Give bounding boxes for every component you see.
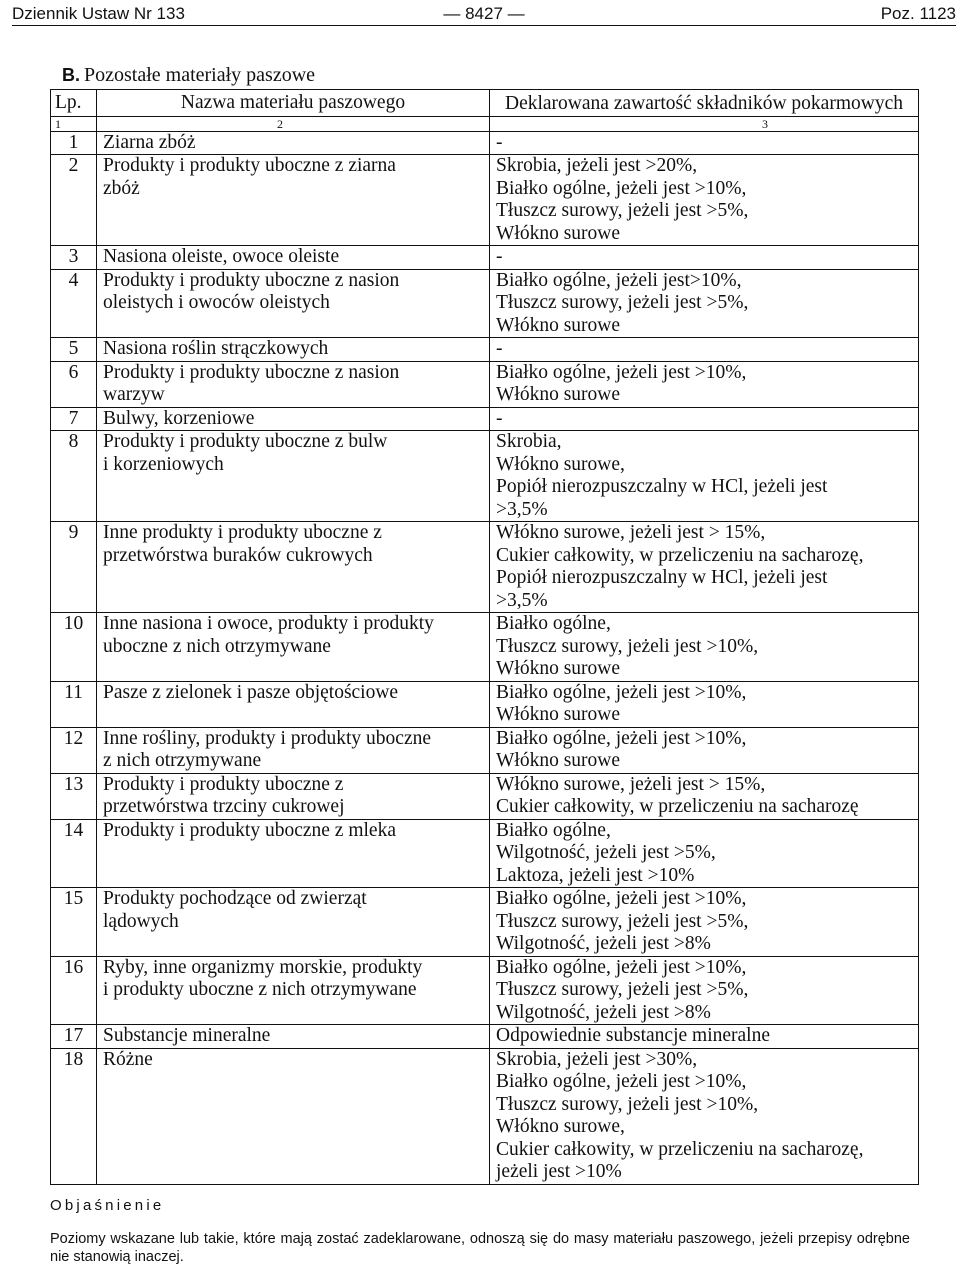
declared-content-line: Wilgotność, jeżeli jest >8% <box>496 1001 711 1023</box>
declared-content-line: Skrobia, jeżeli jest >30%, <box>496 1048 698 1070</box>
material-name <box>97 613 490 682</box>
declared-content-line: Włókno surowe <box>496 658 621 679</box>
row-number: 8 <box>51 431 97 522</box>
material-name-line: uboczne z nich otrzymywane <box>103 635 331 657</box>
declared-content-line: Tłuszcz surowy, jeżeli jest >5%, <box>496 200 749 221</box>
table-row <box>51 613 919 682</box>
header-lp: Lp. <box>51 90 97 117</box>
row-number: 14 <box>51 819 97 888</box>
declared-content <box>490 407 919 431</box>
material-name-line: i produkty uboczne z nich otrzymywane <box>103 979 417 1000</box>
declared-content-line: Białko ogólne, <box>496 613 611 634</box>
declared-content-line: >3,5% <box>496 498 548 520</box>
row-number: 18 <box>51 1048 97 1184</box>
table-row <box>51 956 919 1025</box>
declared-content <box>490 361 919 407</box>
material-name <box>97 956 490 1025</box>
declared-content-line: Włókno surowe, jeżeli jest > 15%, <box>496 522 766 543</box>
declared-content-line: Tłuszcz surowy, jeżeli jest >5%, <box>496 910 749 932</box>
declared-content-line: - <box>496 131 503 153</box>
declared-content <box>490 246 919 270</box>
material-name <box>97 155 490 246</box>
declared-content <box>490 727 919 773</box>
table-row <box>51 522 919 613</box>
declared-content <box>490 338 919 362</box>
material-name-line: lądowych <box>103 910 179 932</box>
section-heading <box>62 63 315 87</box>
material-name-line: zbóż <box>103 177 140 199</box>
declared-content-line: Włókno surowe, <box>496 1116 625 1137</box>
declared-content <box>490 819 919 888</box>
declared-content <box>490 155 919 246</box>
material-name-line: i korzeniowych <box>103 453 224 475</box>
material-name <box>97 269 490 338</box>
table-row <box>51 269 919 338</box>
material-name <box>97 1048 490 1184</box>
declared-content-line: >3,5% <box>496 589 548 611</box>
table-body <box>51 131 919 1184</box>
declared-content-line: Tłuszcz surowy, jeżeli jest >10%, <box>496 635 759 657</box>
row-number: 4 <box>51 269 97 338</box>
row-number: 16 <box>51 956 97 1025</box>
declared-content-line: Tłuszcz surowy, jeżeli jest >10%, <box>496 1093 759 1115</box>
table-row <box>51 727 919 773</box>
row-number: 10 <box>51 613 97 682</box>
table-row <box>51 361 919 407</box>
declared-content-line: Białko ogólne, jeżeli jest >10%, <box>496 727 747 749</box>
material-name-line: Produkty i produkty uboczne z bulw <box>103 431 388 452</box>
row-number: 1 <box>51 131 97 155</box>
table-row <box>51 681 919 727</box>
declared-content-line: - <box>496 246 503 267</box>
material-name <box>97 131 490 155</box>
declared-content <box>490 888 919 957</box>
material-name-line: Substancje mineralne <box>103 1025 271 1046</box>
declared-content-line: Tłuszcz surowy, jeżeli jest >5%, <box>496 292 749 313</box>
declared-content-line: Włókno surowe <box>496 384 621 405</box>
material-name-line: Inne rośliny, produkty i produkty uboczne <box>103 727 432 749</box>
material-name <box>97 431 490 522</box>
material-name <box>97 361 490 407</box>
material-name-line: Produkty i produkty uboczne z nasion <box>103 361 400 383</box>
row-number: 15 <box>51 888 97 957</box>
declared-content-line: Odpowiednie substancje mineralne <box>496 1025 770 1046</box>
row-number: 5 <box>51 338 97 362</box>
material-name-line: Produkty i produkty uboczne z nasion <box>103 269 400 291</box>
declared-content-line: Białko ogólne, jeżeli jest >10%, <box>496 177 747 199</box>
declared-content-line: Skrobia, <box>496 431 562 452</box>
material-name-line: Ziarna zbóż <box>103 131 196 153</box>
declared-content <box>490 522 919 613</box>
declared-content <box>490 269 919 338</box>
material-name <box>97 522 490 613</box>
material-name <box>97 773 490 819</box>
declared-content-line: Cukier całkowity, w przeliczeniu na sacharozę <box>496 796 859 817</box>
material-name-line: Produkty i produkty uboczne z mleka <box>103 819 396 841</box>
material-name-line: Pasze z zielonek i pasze objętościowe <box>103 681 399 703</box>
table-row <box>51 888 919 957</box>
row-number: 13 <box>51 773 97 819</box>
declared-content <box>490 773 919 819</box>
running-header <box>12 4 956 26</box>
material-name <box>97 407 490 431</box>
declared-content-line: Włókno surowe <box>496 222 621 244</box>
column-number-2: 2 <box>97 116 490 131</box>
declared-content-line: - <box>496 407 503 429</box>
material-name-line: Produkty i produkty uboczne z ziarna <box>103 155 396 176</box>
material-name <box>97 819 490 888</box>
declared-content <box>490 431 919 522</box>
header-name: Nazwa materiału paszowego <box>97 90 490 117</box>
material-name-line: Inne produkty i produkty uboczne z <box>103 522 382 543</box>
table-header-row <box>51 90 919 117</box>
material-name <box>97 681 490 727</box>
declared-content-line: Włókno surowe, jeżeli jest > 15%, <box>496 773 766 795</box>
material-name <box>97 246 490 270</box>
row-number: 11 <box>51 681 97 727</box>
table-row <box>51 155 919 246</box>
declared-content-line: Tłuszcz surowy, jeżeli jest >5%, <box>496 979 749 1000</box>
declared-content-line: Cukier całkowity, w przeliczeniu na sacharozę, <box>496 544 864 566</box>
declared-content-line: Włókno surowe <box>496 314 621 336</box>
position-number: Poz. 1123 <box>880 4 956 23</box>
page-number: — 8427 — <box>443 4 525 23</box>
material-name <box>97 1025 490 1049</box>
material-name <box>97 727 490 773</box>
declared-content-line: Popiół nierozpuszczalny w HCl, jeżeli jest <box>496 567 828 588</box>
section-title: Pozostałe materiały paszowe <box>84 64 316 86</box>
header-declared: Deklarowana zawartość składników pokarmowych <box>490 90 919 117</box>
material-name-line: Różne <box>103 1048 153 1070</box>
declared-content <box>490 613 919 682</box>
material-name-line: z nich otrzymywane <box>103 750 262 771</box>
table-row <box>51 246 919 270</box>
material-name-line: Nasiona oleiste, owoce oleiste <box>103 246 340 267</box>
declared-content-line: Białko ogólne, jeżeli jest>10%, <box>496 269 742 291</box>
declared-content-line: Wilgotność, jeżeli jest >5%, <box>496 842 716 863</box>
row-number: 2 <box>51 155 97 246</box>
table-row <box>51 338 919 362</box>
declared-content <box>490 956 919 1025</box>
declared-content-line: Włókno surowe <box>496 750 621 771</box>
material-name-line: Produkty pochodzące od zwierząt <box>103 888 367 909</box>
material-name-line: Inne nasiona i owoce, produkty i produkty <box>103 613 434 634</box>
declared-content-line: Białko ogólne, jeżeli jest >10%, <box>496 681 747 703</box>
material-name-line: Produkty i produkty uboczne z <box>103 773 344 795</box>
table-row <box>51 1025 919 1049</box>
declared-content <box>490 1048 919 1184</box>
material-name-line: przetwórstwa trzciny cukrowej <box>103 796 345 817</box>
declared-content-line: jeżeli jest >10% <box>496 1161 622 1182</box>
declared-content-line: - <box>496 338 503 359</box>
material-name <box>97 888 490 957</box>
declared-content-line: Białko ogólne, jeżeli jest >10%, <box>496 361 747 383</box>
feed-materials-table <box>50 89 919 1185</box>
declared-content <box>490 131 919 155</box>
column-number-3: 3 <box>490 116 919 131</box>
table-row <box>51 407 919 431</box>
row-number: 9 <box>51 522 97 613</box>
declared-content-line: Włókno surowe <box>496 704 621 725</box>
row-number: 12 <box>51 727 97 773</box>
declared-content-line: Skrobia, jeżeli jest >20%, <box>496 155 698 176</box>
material-name <box>97 338 490 362</box>
journal-title: Dziennik Ustaw Nr 133 <box>12 4 185 23</box>
table-row <box>51 773 919 819</box>
material-name-line: Nasiona roślin strączkowych <box>103 338 329 359</box>
column-number-1: 1 <box>51 116 97 131</box>
declared-content-line: Popiół nierozpuszczalny w HCl, jeżeli jest <box>496 476 828 497</box>
declared-content-line: Włókno surowe, <box>496 453 625 475</box>
declared-content-line: Białko ogólne, jeżeli jest >10%, <box>496 1071 747 1092</box>
material-name-line: oleistych i owoców oleistych <box>103 292 330 313</box>
table-row <box>51 819 919 888</box>
declared-content <box>490 681 919 727</box>
declared-content-line: Cukier całkowity, w przeliczeniu na sacharozę, <box>496 1138 864 1160</box>
explanation-text: Poziomy wskazane lub takie, które mają zostać zadeklarowane, odnoszą się do masy materiału paszowego, jeżeli przepisy odrębne nie stanowią inaczej. <box>50 1231 910 1265</box>
material-name-line: Bulwy, korzeniowe <box>103 407 255 429</box>
row-number: 3 <box>51 246 97 270</box>
row-number: 6 <box>51 361 97 407</box>
declared-content-line: Wilgotność, jeżeli jest >8% <box>496 933 711 954</box>
table-row <box>51 431 919 522</box>
material-name-line: przetwórstwa buraków cukrowych <box>103 544 373 566</box>
declared-content-line: Białko ogólne, <box>496 819 611 841</box>
declared-content <box>490 1025 919 1049</box>
material-name-line: Ryby, inne organizmy morskie, produkty <box>103 956 423 978</box>
column-number-row <box>51 116 919 131</box>
row-number: 7 <box>51 407 97 431</box>
declared-content-line: Laktoza, jeżeli jest >10% <box>496 864 695 886</box>
declared-content-line: Białko ogólne, jeżeli jest >10%, <box>496 888 747 909</box>
section-letter: B. <box>62 65 80 85</box>
declared-content-line: Białko ogólne, jeżeli jest >10%, <box>496 956 747 978</box>
table-row <box>51 131 919 155</box>
row-number: 17 <box>51 1025 97 1049</box>
table-row <box>51 1048 919 1184</box>
explanation-title: Objaśnienie <box>50 1197 165 1214</box>
material-name-line: warzyw <box>103 384 165 405</box>
